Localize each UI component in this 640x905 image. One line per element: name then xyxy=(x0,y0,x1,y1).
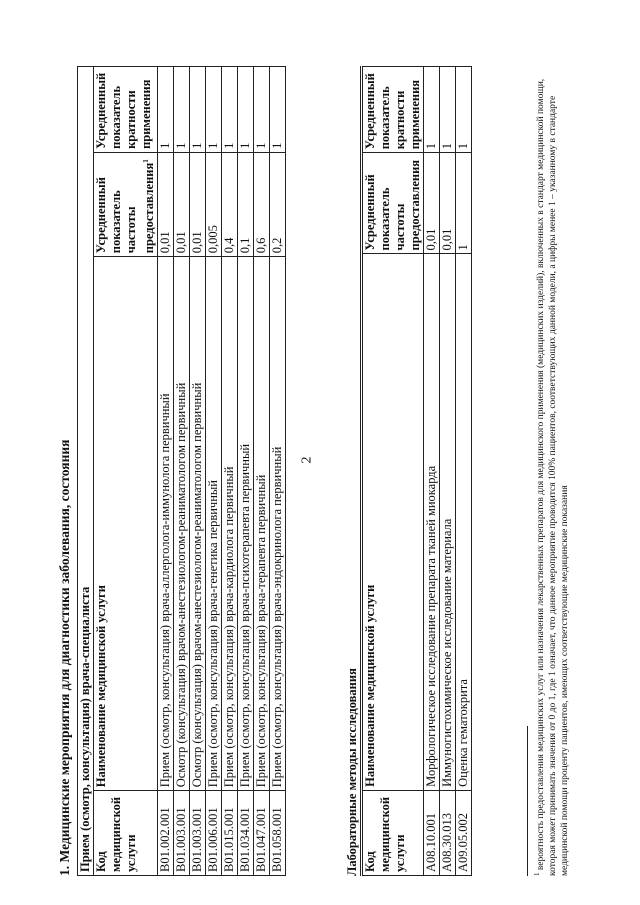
cell-frequency: 1 xyxy=(456,153,472,254)
footnote xyxy=(531,66,571,876)
page-number: 2 xyxy=(299,456,315,464)
cell-code: B01.003.001 xyxy=(190,791,206,876)
cell-frequency: 0,01 xyxy=(158,152,174,256)
cell-frequency: 0,01 xyxy=(424,153,440,254)
footnote-mark: 1 xyxy=(142,159,150,163)
cell-name: Прием (осмотр, консультация) врача-генетика первичный xyxy=(206,257,222,791)
table-row xyxy=(254,67,270,876)
cell-multiplicity: 1 xyxy=(174,67,190,153)
cell-name: Прием (осмотр, консультация) врача-психотерапевта первичный xyxy=(238,257,254,791)
cell-multiplicity: 1 xyxy=(440,67,456,153)
cell-multiplicity: 1 xyxy=(270,67,286,153)
header-frequency: Усредненный показатель частоты предоставления xyxy=(363,153,424,254)
lab-methods-table xyxy=(362,66,472,876)
cell-name: Прием (осмотр, консультация) врача-аллерголога-иммунолога первичный xyxy=(158,257,174,791)
table2-section-label: Лабораторные методы исследования xyxy=(345,66,361,876)
cell-frequency: 0,01 xyxy=(440,153,456,254)
table-row xyxy=(440,67,456,876)
cell-multiplicity: 1 xyxy=(158,67,174,153)
table-row xyxy=(190,67,206,876)
cell-code: A09.05.002 xyxy=(456,790,472,875)
consultations-table xyxy=(77,66,286,876)
cell-frequency: 0,01 xyxy=(174,152,190,256)
cell-multiplicity: 1 xyxy=(456,67,472,153)
cell-name: Прием (осмотр, консультация) врача-терапевта первичный xyxy=(254,257,270,791)
table-row xyxy=(238,67,254,876)
header-name: Наименование медицинской услуги xyxy=(363,254,424,790)
cell-multiplicity: 1 xyxy=(238,67,254,153)
table-row xyxy=(456,67,472,876)
cell-multiplicity: 1 xyxy=(254,67,270,153)
footnote-divider xyxy=(527,726,528,876)
cell-code: B01.015.001 xyxy=(222,791,238,876)
footnote-text: вероятность предоставления медицинских услуг или назначения лекарственных препаратов для медицинского применения (медицинских изделий), включенных в стандарт медицинской помощи, которая может принимать значения от 0 до 1, где 1 означает, что данное мероприятие проводится 100% пациентов, соответствующих данной модели, а цифры менее 1 – указанному в стандарте медицинской помощи проценту пациентов, имеющих соответствующие медицинские показания xyxy=(536,78,571,876)
table-row xyxy=(270,67,286,876)
cell-frequency: 0,2 xyxy=(270,152,286,256)
cell-code: B01.003.001 xyxy=(174,791,190,876)
header-multiplicity: Усредненный показатель кратности применения xyxy=(363,67,424,153)
cell-name: Прием (осмотр, консультация) врача-кардиолога первичный xyxy=(222,257,238,791)
cell-multiplicity: 1 xyxy=(222,67,238,153)
rotated-page-content xyxy=(57,36,577,876)
cell-multiplicity: 1 xyxy=(190,67,206,153)
cell-name: Морфологическое исследование препарата тканей миокарда xyxy=(424,254,440,790)
cell-multiplicity: 1 xyxy=(206,67,222,153)
cell-name: Прием (осмотр, консультация) врача-эндокринолога первичный xyxy=(270,257,286,791)
cell-code: B01.058.001 xyxy=(270,791,286,876)
section-title: 1. Медицинские мероприятия для диагностики заболевания, состояния xyxy=(57,439,72,876)
cell-multiplicity: 1 xyxy=(424,67,440,153)
table1-section-label: Прием (осмотр, консультация) врача-специалиста xyxy=(78,67,94,876)
header-frequency: Усредненный показатель частоты предоставления$^1$ xyxy=(94,152,158,256)
cell-code: B01.006.001 xyxy=(206,791,222,876)
cell-frequency: 0,6 xyxy=(254,152,270,256)
cell-frequency: 0,1 xyxy=(238,152,254,256)
header-code: Код медицинской услуги xyxy=(94,791,158,876)
cell-code: A08.10.001 xyxy=(424,790,440,875)
cell-name: Оценка гематокрита xyxy=(456,254,472,790)
cell-name: Осмотр (консультация) врачом-анестезиологом-реаниматологом первичный xyxy=(190,257,206,791)
cell-frequency: 0,01 xyxy=(190,152,206,256)
header-multiplicity: Усредненный показатель кратности применения xyxy=(94,67,158,153)
header-name: Наименование медицинской услуги xyxy=(94,257,158,791)
table-row xyxy=(174,67,190,876)
cell-frequency: 0,005 xyxy=(206,152,222,256)
table-row xyxy=(158,67,174,876)
table-row xyxy=(424,67,440,876)
cell-code: B01.002.001 xyxy=(158,791,174,876)
cell-code: A08.30.013 xyxy=(440,790,456,875)
footnote-mark: 1 xyxy=(533,872,541,876)
header-code: Код медицинской услуги xyxy=(363,790,424,875)
cell-name: Иммуногистохимическое исследование материала xyxy=(440,254,456,790)
table-row xyxy=(222,67,238,876)
cell-frequency: 0,4 xyxy=(222,152,238,256)
cell-code: B01.034.001 xyxy=(238,791,254,876)
cell-name: Осмотр (консультация) врачом-анестезиологом-реаниматологом первичный xyxy=(174,257,190,791)
table-row xyxy=(206,67,222,876)
cell-code: B01.047.001 xyxy=(254,791,270,876)
